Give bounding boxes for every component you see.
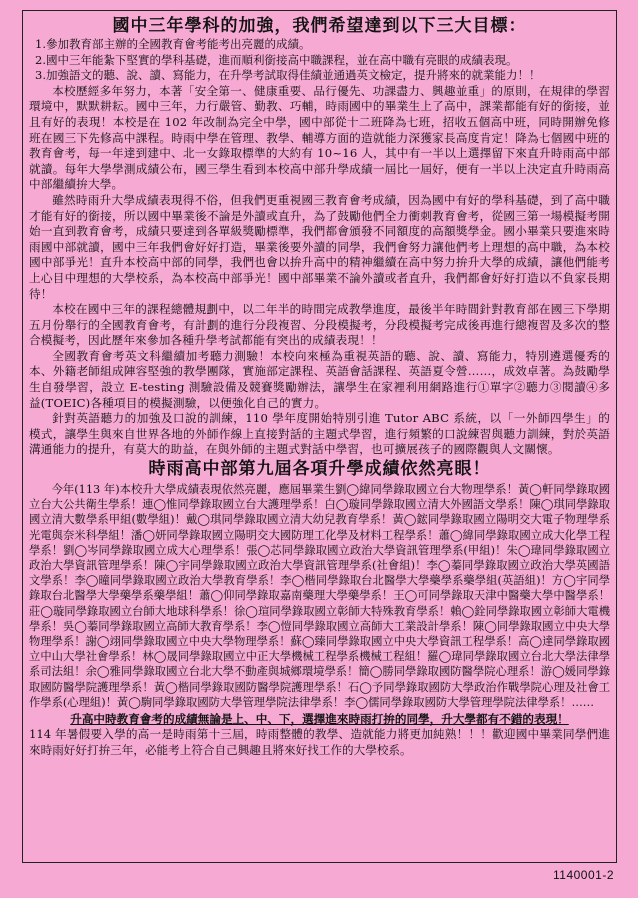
curriculum-paragraph: 本校在國中三年的課程總體規劃中，以二年半的時間完成教學進度，最後半年時間針對教育部在國三下學期五月份舉行的全國教育會考，有計劃的進行分段複習、分段模擬考，分段模擬考完成後再進行總複習及多次的整合模擬考，因此歷年來參加各種升學考試都能有突出的成績表現！！ — [29, 302, 610, 348]
admission-results-paragraph: 今年(113 年)本校升大學成績表現依然亮麗，應屆畢業生劉◯緯同學錄取國立台大物理學系！黃◯軒同學錄取國立台大公共衛生學系！連◯惟同學錄取國立台大護理學系！白◯璇同學錄取國立清大外國語文學系！陳◯琪同學錄取國立清大數學系甲組(數學組)！戴◯琪同學錄取國立清大幼兒教育學系！黃◯鋐同學錄取國立陽明交大電子物理學系光電與奈米科學組！潘◯妍同學錄取國立陽明交大國防理工化學及材料工程學系！蕭◯緯同學錄取國立成大化學工程學系！劉◯岑同學錄取國立成大心理學系！張◯芯同學錄取國立政治大學資訊管理學系(甲組)！朱◯瑋同學錄取國立政治大學資訊管理學系！陳◯宇同學錄取國立政治大學資訊管理學系(社會組)！李◯蓁同學錄取國立政治大學英國語文學系！李◯曈同學錄取國立政治大學教育學系！李◯楷同學錄取台北醫學大學藥學系藥學組(英語組)！方◯宇同學錄取台北醫學大學藥學系藥學組！蕭◯仰同學錄取嘉南藥理大學藥學系！王◯可同學錄取天津中醫藥大學中醫學系！莊◯璇同學錄取國立台師大地球科學系！徐◯瑄同學錄取國立彰師大特殊教育學系！賴◯銓同學錄取國立彰師大電機學系！吳◯蓁同學錄取國立高師大教育學系！李◯愷同學錄取國立高師大工業設計學系！陳◯同學錄取國立中央大學物理學系！謝◯翊同學錄取國立中央大學物理學系！蘇◯臻同學錄取國立中央大學資訊工程學系！高◯達同學錄取國立中山大學社會學系！林◯晟同學錄取國立中正大學機械工程學系機械工程組！羅◯瑋同學錄取國立台北大學法律學系司法組！余◯雅同學錄取國立台北大學不動產與城鄉環境學系！簡◯勝同學錄取國防醫學院心理系！游◯媛同學錄取國防醫學院護理學系！黃◯楷同學錄取國防醫學院護理學系！石◯予同學錄取國防大學政治作戰學院心理及社會工作學系(心理組)！黃◯駒同學錄取國防大學管理學院法律學系！李◯儒同學錄取國防大學管理學院法律學系！…… — [29, 483, 610, 709]
highlight-statement: 升高中時教育會考的成績無論是上、中、下，選擇進來時雨打拚的同學，升大學都有不錯的表現！ — [70, 712, 569, 727]
scholarship-paragraph: 雖然時雨升大學成績表現得不俗，但我們更重視國三教育會考成績，因為國中有好的學科基礎，到了高中職才能有好的銜接，所以國中畢業後不論是外讀或直升，為了鼓勵他們全力衝刺教育會考，從國三第一場模擬考開始一直到教育會考，成績只要達到各單級獎勵標準，我們都會頒發不同額度的高額獎學金。國小畢業只要進來時雨國中部就讀，國中三年我們會好好打造，畢業後要外讀的同學，我們會努力讓他們考上理想的高中職，為本校國中部爭光！直升本校高中部的同學，我們也會以拚升高中的精神繼續在高中努力拚升大學的成績，讓他們能考上心目中理想的大學校系，為本校高中部爭光！國中部畢業不論外讀或者直升，我們都會好好打造以不負家長期待！ — [29, 192, 610, 301]
tutorabc-paragraph: 針對英語聽力的加強及口說的訓練，110 學年度開始特別引進 Tutor ABC 系統，以「一外師四學生」的模式，讓學生與來自世界各地的外師作線上直接對話的主題式學習，進行頻繁的口說練習與聽力訓練，對於英語溝通能力的提升，有莫大的助益，在與外師的主題式對話中學習，也可擴展孩子的國際觀與人文關懷。 — [29, 411, 610, 457]
content-frame — [22, 10, 617, 863]
english-paragraph: 全國教育會考英文科繼續加考聽力測驗！本校向來極為重視英語的聽、說、讀、寫能力，特別遴選優秀的本、外籍老師組成陣容堅強的教學團隊，實施部定課程、英語會話課程、英語夏令營……，成效卓著。為鼓勵學生自發學習，設立 E-testing 測驗設備及競賽獎勵辦法，讓學生在家裡利用網路進行①單字②聽力③閱讀④多益(TOEIC)各種項目的模擬測驗，以便強化自己的實力。 — [29, 348, 610, 410]
document-number: 1140001-2 — [553, 868, 614, 882]
page-title: 國中三年學科的加強，我們希望達到以下三大目標： — [112, 16, 527, 36]
goal-item-3: 3.加強語文的聽、說、讀、寫能力，在升學考試取得佳績並通過英文檢定，提升將來的就業能力！！ — [35, 68, 541, 83]
section-subheading: 時雨高中部第九屆各項升學成績依然亮眼！ — [148, 459, 491, 480]
intro-paragraph: 本校歷經多年努力，本著「安全第一、健康重要、品行優先、功課盡力、興趣並重」的原則，在規律的學習環境中，默默耕耘。國中三年，力行嚴管、勤教、巧輔，時雨國中的畢業生上了高中，課業都能有好的銜接，並且有好的表現！本校是在 102 年改制為完全中學，國中部從十二班降為七班，招收五個高中班，同時開辦免修班在國三下先修高中課程。時雨中學在管理、教學、輔導方面的造就能力深獲家長高度肯定！降為七個國中班的教育會考，每一年達到建中、北一女錄取標準的大約有 10~16 人，其中有一半以上選擇留下來直升時雨高中部就讀。每年大學學測成績公布，國三學生看到本校高中部升學成績一屆比一屆好，便有一半以上決定直升時雨高中部繼續拚大學。 — [29, 83, 610, 192]
closing-paragraph: 114 年暑假要入學的高一是時雨第十三屆，時雨整體的教學、造就能力將更加純熟！！！歡迎國中畢業同學們進來時雨好好打拚三年，必能考上符合自己興趣且將來好找工作的大學校系。 — [29, 727, 610, 757]
goal-item-1: 1.參加教育部主辦的全國教育會考能考出亮麗的成績。 — [35, 37, 311, 51]
goals-list — [29, 37, 610, 84]
goal-item-2: 2.國中三年能紮下堅實的學科基礎，進而順利銜接高中職課程，並在高中職有亮眼的成績表現。 — [35, 52, 518, 67]
